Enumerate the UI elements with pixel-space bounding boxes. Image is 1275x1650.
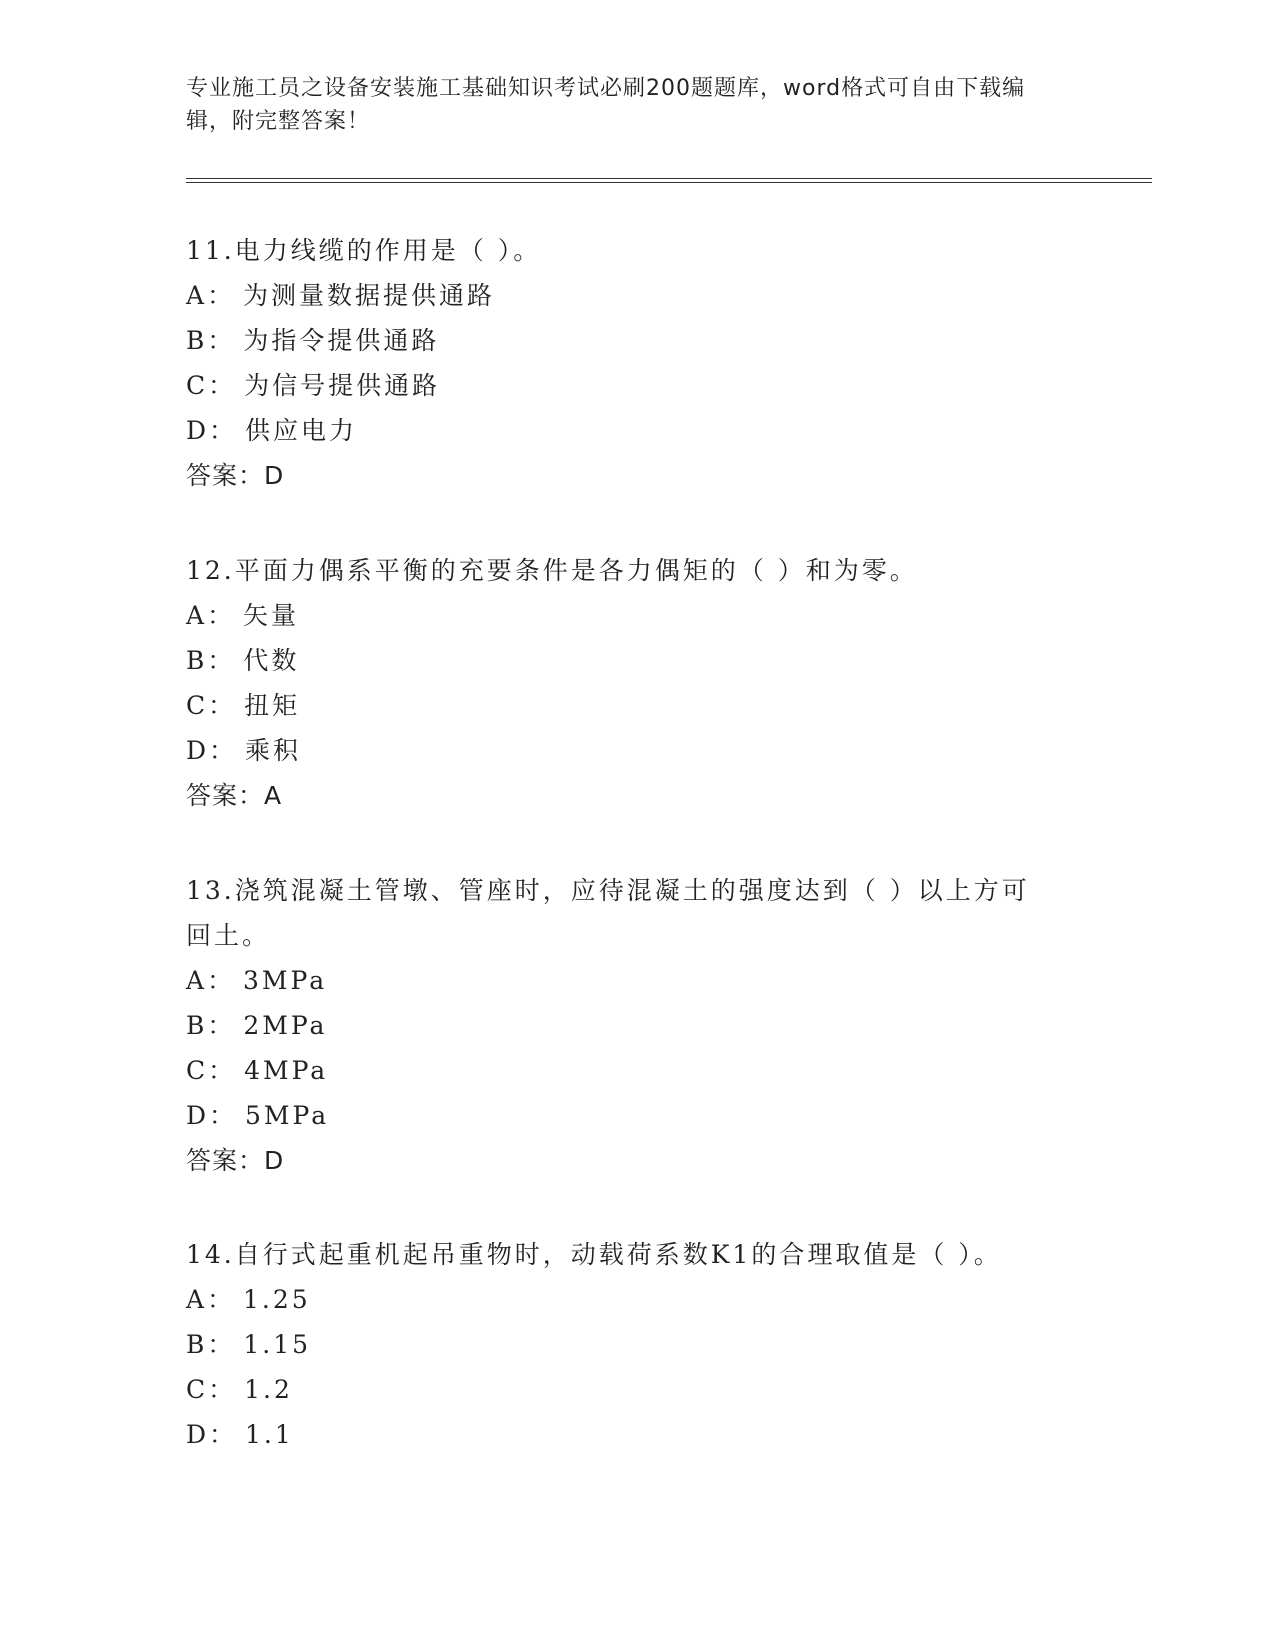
option-c: C： 扭矩 <box>186 691 301 720</box>
option-c: C： 4MPa <box>186 1056 329 1085</box>
option-b: B： 1.15 <box>186 1330 312 1359</box>
answer: 答案：D <box>186 1146 285 1175</box>
question-11 <box>186 228 1086 498</box>
question-stem-continuation: 回土。 <box>186 921 271 950</box>
option-d: D： 5MPa <box>186 1101 330 1130</box>
option-d: D： 乘积 <box>186 736 302 765</box>
question-stem: 12.平面力偶系平衡的充要条件是各力偶矩的（ ）和为零。 <box>186 556 918 585</box>
answer: 答案：D <box>186 461 285 490</box>
option-a: A： 为测量数据提供通路 <box>186 281 496 310</box>
answer: 答案：A <box>186 781 283 810</box>
option-c: C： 为信号提供通路 <box>186 371 441 400</box>
question-14 <box>186 1232 1086 1457</box>
option-d: D： 供应电力 <box>186 416 358 445</box>
question-12 <box>186 548 1086 818</box>
option-b: B： 2MPa <box>186 1011 328 1040</box>
header-divider-top <box>186 178 1152 179</box>
question-stem: 13.浇筑混凝土管墩、管座时，应待混凝土的强度达到（ ）以上方可 <box>186 876 1030 905</box>
document-title: 专业施工员之设备安装施工基础知识考试必刷200题题库，word格式可自由下载编辑，附完整答案！ <box>186 76 1026 134</box>
option-a: A： 3MPa <box>186 966 328 995</box>
question-stem: 11.电力线缆的作用是（ ）。 <box>186 236 542 265</box>
question-13 <box>186 868 1086 1183</box>
question-stem: 14.自行式起重机起吊重物时，动载荷系数K1的合理取值是（ ）。 <box>186 1240 1002 1269</box>
option-d: D： 1.1 <box>186 1420 294 1449</box>
header-divider-bottom <box>186 182 1152 183</box>
option-a: A： 1.25 <box>186 1285 311 1314</box>
option-a: A： 矢量 <box>186 601 300 630</box>
document-header <box>186 72 1066 138</box>
option-c: C： 1.2 <box>186 1375 293 1404</box>
option-b: B： 为指令提供通路 <box>186 326 440 355</box>
option-b: B： 代数 <box>186 646 300 675</box>
